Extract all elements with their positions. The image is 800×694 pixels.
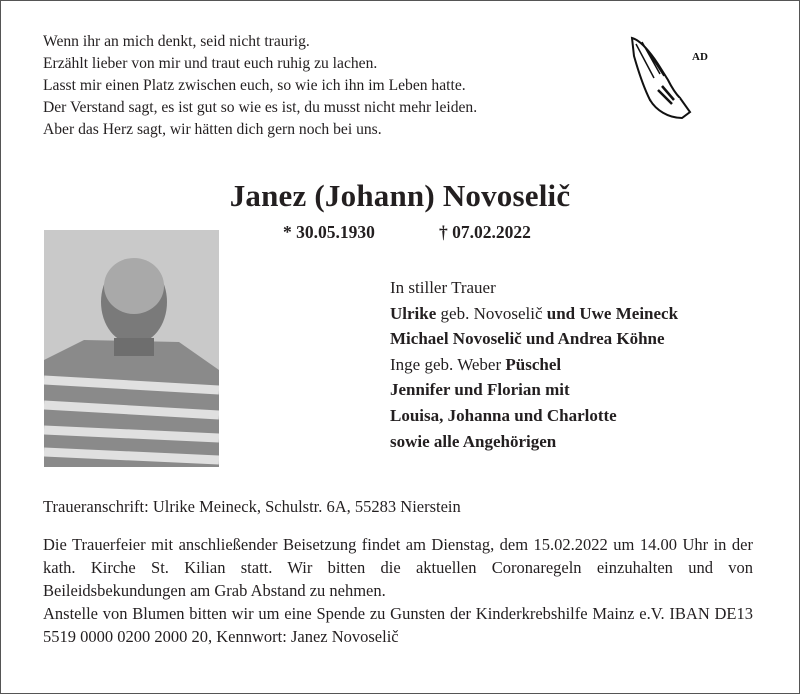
monogram: AD	[692, 51, 708, 63]
mourner-line: Ulrike geb. Novoselič und Uwe Meineck	[390, 303, 679, 323]
donation-text: Anstelle von Blumen bitten wir um eine Spende zu Gunsten der Kinderkrebshilfe Mainz e.V. IBAN DE13 5519 0000 0200 2000 20, Kennwort: Janez Novoselič	[43, 604, 753, 646]
deceased-name: Janez (Johann) Novoselič	[229, 178, 571, 213]
mourner-line: Jennifer und Florian mit	[390, 380, 570, 400]
birth-date: * 30.05.1930	[283, 222, 375, 242]
ceremony-text: Die Trauerfeier mit anschließender Beisetzung findet am Dienstag, dem 15.02.2022 um 14.00 Uhr in der kath. Kirche St. Kilian statt. Wir bitten die aktuellen Coronaregeln einzuhalten und von Beileidsbekundungen am Grab Abstand zu nehmen.	[43, 535, 753, 600]
poem	[43, 31, 477, 141]
poem-line: Wenn ihr an mich denkt, seid nicht traurig.	[43, 33, 310, 50]
poem-line: Aber das Herz sagt, wir hätten dich gern noch bei uns.	[43, 121, 382, 138]
poem-line: Erzählt lieber von mir und traut euch ruhig zu lachen.	[43, 55, 378, 72]
portrait-photo	[44, 230, 219, 467]
praying-hands-icon	[620, 30, 715, 125]
poem-line: Der Verstand sagt, es ist gut so wie es ist, du musst nicht mehr leiden.	[43, 99, 478, 116]
mourner-line: sowie alle Angehörigen	[390, 431, 557, 451]
mourners-intro: In stiller Trauer	[390, 278, 496, 297]
mourner-line: Louisa, Johanna und Charlotte	[390, 405, 617, 425]
mourners-list	[390, 275, 678, 454]
mourner-line: Inge geb. Weber Püschel	[390, 354, 562, 374]
mourning-address: Traueranschrift: Ulrike Meineck, Schulstr. 6A, 55283 Nierstein	[43, 497, 461, 516]
notice-body	[43, 533, 753, 648]
mourner-line: Michael Novoselič und Andrea Köhne	[390, 329, 665, 349]
poem-line: Lasst mir einen Platz zwischen euch, so wie ich ihn im Leben hatte.	[43, 77, 466, 94]
death-date: † 07.02.2022	[439, 222, 531, 242]
